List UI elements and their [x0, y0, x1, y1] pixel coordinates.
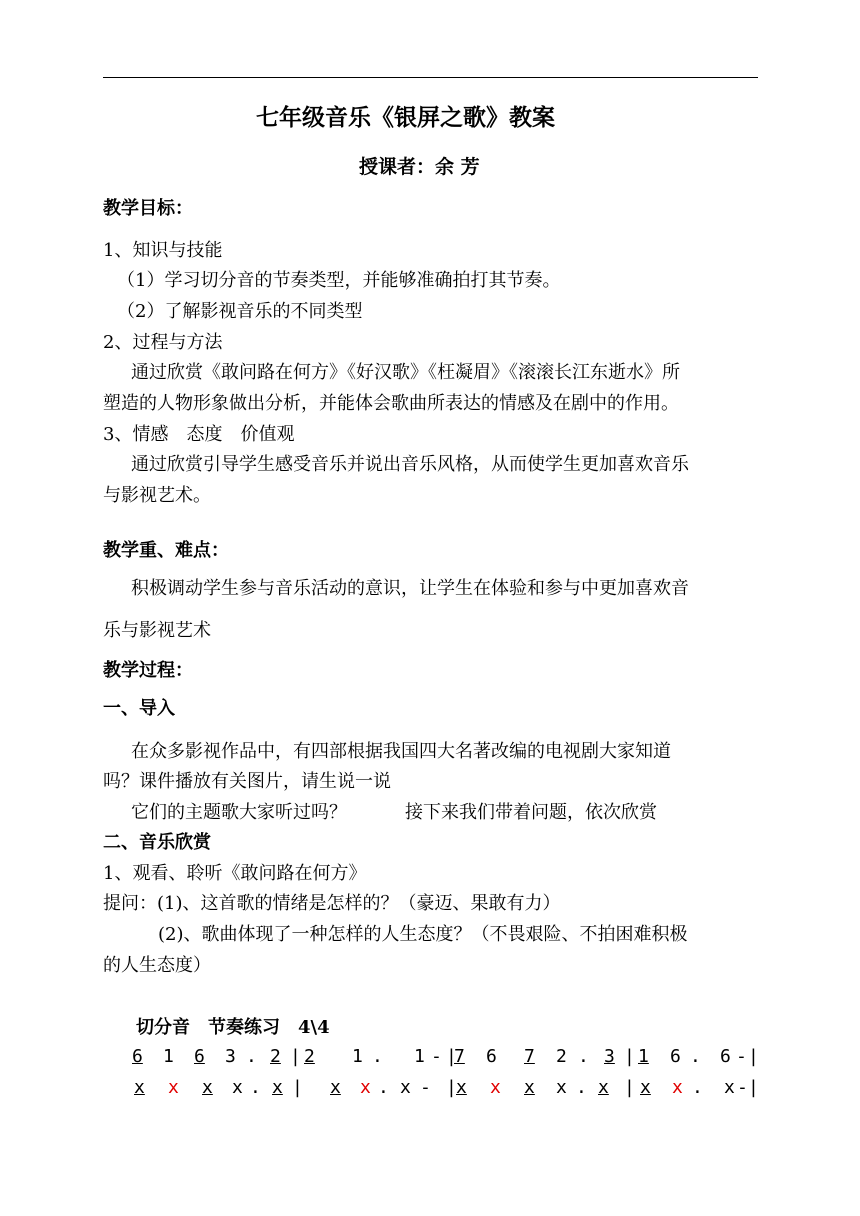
- beat: x: [272, 1077, 283, 1098]
- barline: |: [624, 1046, 635, 1067]
- note: 6: [132, 1046, 143, 1067]
- objective-3-text-2: 与影视艺术。: [103, 485, 211, 506]
- note: 1: [163, 1046, 174, 1067]
- note: 6: [486, 1046, 497, 1067]
- beat: x: [134, 1077, 145, 1098]
- note: 6: [194, 1046, 205, 1067]
- objective-1a: （1）学习切分音的节奏类型，并能够准确拍打其节奏。: [117, 270, 561, 291]
- header-rule: [103, 77, 758, 78]
- question-2a: (2)、歌曲体现了一种怎样的人生态度？（不畏艰险、不拍困难积极: [158, 924, 688, 945]
- dot: .: [692, 1077, 703, 1098]
- dash: -: [431, 1046, 442, 1067]
- dot: .: [578, 1046, 589, 1067]
- rhythm-heading: 切分音 节奏练习 4\4: [136, 1017, 330, 1038]
- beat-accent: x: [168, 1077, 179, 1098]
- teacher-line: 授课者：余 芳: [359, 156, 480, 178]
- beat: x: [524, 1077, 535, 1098]
- note: 6: [720, 1046, 731, 1067]
- objective-3-text-1: 通过欣赏引导学生感受音乐并说出音乐风格，从而使学生更加喜欢音乐: [131, 454, 689, 475]
- note: 1: [414, 1046, 425, 1067]
- intro-text-3a: 它们的主题歌大家听过吗？: [131, 802, 347, 823]
- dot: .: [576, 1077, 587, 1098]
- barline: |: [446, 1046, 457, 1067]
- note: 7: [454, 1046, 465, 1067]
- beat: x: [724, 1077, 735, 1098]
- barline: |: [292, 1077, 303, 1098]
- dash: -: [736, 1046, 747, 1067]
- barline: |: [748, 1077, 759, 1098]
- beat: x: [232, 1077, 243, 1098]
- objective-2-text-1: 通过欣赏《敢问路在何方》《好汉歌》《枉凝眉》《滚滚长江东逝水》所: [131, 362, 680, 383]
- note: 2: [270, 1046, 281, 1067]
- barline: |: [446, 1077, 457, 1098]
- section-2-heading: 二、音乐欣赏: [103, 832, 211, 853]
- objective-1b: （2）了解影视音乐的不同类型: [117, 301, 363, 322]
- note: 1: [352, 1046, 363, 1067]
- barline: |: [748, 1046, 759, 1067]
- beat: x: [400, 1077, 411, 1098]
- beat-accent: x: [672, 1077, 683, 1098]
- dash: -: [737, 1077, 748, 1098]
- note: 1: [638, 1046, 649, 1067]
- question-2b: 的人生态度）: [103, 955, 211, 976]
- note: 2: [556, 1046, 567, 1067]
- objective-2: 2、过程与方法: [103, 332, 223, 353]
- note: 7: [524, 1046, 535, 1067]
- barline: |: [624, 1077, 635, 1098]
- key-points-heading: 教学重、难点：: [103, 540, 229, 561]
- beat-accent: x: [490, 1077, 501, 1098]
- intro-text-1: 在众多影视作品中，有四部根据我国四大名著改编的电视剧大家知道: [131, 741, 671, 762]
- objective-2-text-2: 塑造的人物形象做出分析，并能体会歌曲所表达的情感及在剧中的作用。: [103, 393, 679, 414]
- question-1: 提问：(1)、这首歌的情绪是怎样的？（豪迈、果敢有力）: [103, 893, 561, 914]
- objectives-heading: 教学目标：: [103, 198, 193, 219]
- beat-accent: x: [360, 1077, 371, 1098]
- beat: x: [202, 1077, 213, 1098]
- beat: x: [330, 1077, 341, 1098]
- note: 2: [304, 1046, 315, 1067]
- intro-text-2: 吗？课件播放有关图片，请生说一说: [103, 771, 391, 792]
- key-points-text-1: 积极调动学生参与音乐活动的意识，让学生在体验和参与中更加喜欢音: [131, 578, 689, 599]
- note: 3: [225, 1046, 236, 1067]
- dot: .: [250, 1077, 261, 1098]
- intro-text-3b: 接下来我们带着问题，依次欣赏: [405, 802, 657, 823]
- beat: x: [456, 1077, 467, 1098]
- key-points-text-2: 乐与影视艺术: [103, 620, 211, 641]
- barline: |: [290, 1046, 301, 1067]
- dot: .: [372, 1046, 383, 1067]
- section-1-heading: 一、导入: [103, 698, 175, 719]
- objective-3: 3、情感 态度 价值观: [103, 424, 295, 445]
- page-title: 七年级音乐《银屏之歌》教案: [256, 104, 555, 131]
- listen-item-1: 1、观看、聆听《敢问路在何方》: [103, 863, 367, 884]
- process-heading: 教学过程：: [103, 660, 193, 681]
- beat: x: [640, 1077, 651, 1098]
- beat: x: [556, 1077, 567, 1098]
- objective-1: 1、知识与技能: [103, 240, 223, 261]
- dash: -: [420, 1077, 431, 1098]
- dot: .: [690, 1046, 701, 1067]
- dot: .: [378, 1077, 389, 1098]
- dot: .: [246, 1046, 257, 1067]
- note: 6: [670, 1046, 681, 1067]
- beat: x: [598, 1077, 609, 1098]
- note: 3: [604, 1046, 615, 1067]
